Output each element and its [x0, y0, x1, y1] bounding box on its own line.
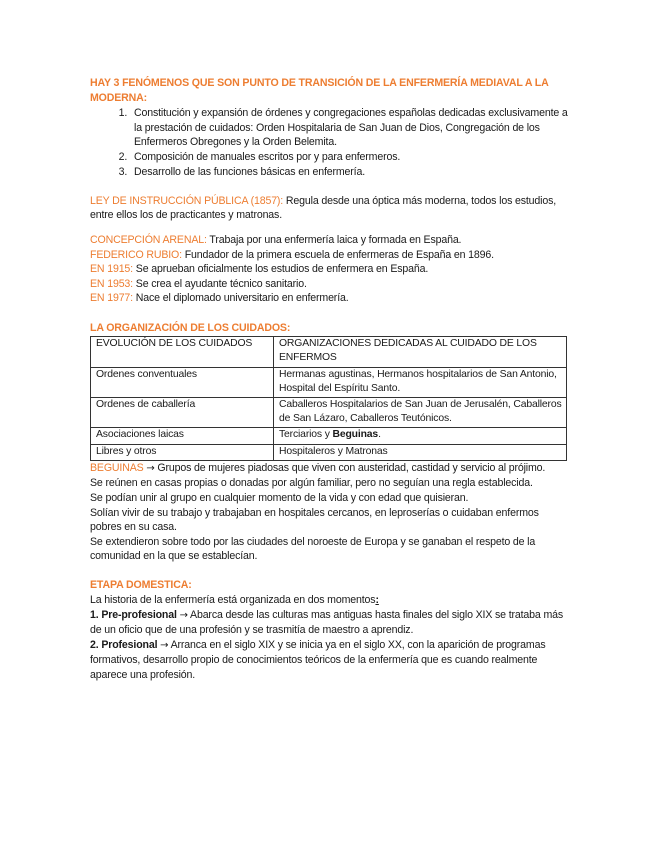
cell-text: Terciarios y — [279, 429, 333, 441]
table-header-cell: ORGANIZACIONES DEDICADAS AL CUIDADO DE LOS ENFERMOS — [274, 337, 567, 367]
table-cell: Hospitaleros y Matronas — [274, 444, 567, 460]
organization-heading: LA ORGANIZACIÓN DE LOS CUIDADOS: — [90, 321, 291, 334]
list-item: 2. Composición de manuales escritos por y para enfermeros. — [130, 150, 568, 165]
fact-text: Nace el diplomado universitario en enfermería. — [132, 292, 349, 305]
domestic-intro-text: La historia de la enfermería está organizada en dos momentos — [90, 594, 376, 607]
arrow-right-icon: → — [179, 609, 188, 621]
fact-1953 — [90, 277, 568, 292]
arrow-right-icon: → — [160, 639, 169, 651]
beguinas-line: Se podían unir al grupo en cualquier momento de la vida y con edad que quisieran. — [90, 491, 469, 504]
law-text: Regula desde una óptica más moderna, todos los estudios, entre ellos los de practicantes y matronas. — [90, 194, 557, 222]
list-item: 1. Constitución y expansión de órdenes y congregaciones españolas dedicadas exclusivamente a la prestación de cuidados: Orden Hospitalaria de San Juan de Dios, Congregación de los Enfermeros Obregones y la Orden Belemita. — [130, 106, 568, 150]
arrow-right-icon: → — [146, 462, 155, 474]
beguinas-definition — [90, 461, 568, 477]
beguinas-first: Grupos de mujeres piadosas que viven con austeridad, castidad y servicio al prójimo. — [154, 461, 546, 474]
stage-text: Arranca en el siglo XIX y se inicia ya en el siglo XX, con la aparición de programas formativos, desarrollo propio de conocimientos teóricos de la enfermería que es cuando realmente aparece una profesión. — [90, 638, 546, 682]
stage-label: 2. Profesional — [90, 638, 158, 651]
transition-heading: HAY 3 FENÓMENOS QUE SON PUNTO DE TRANSICIÓN DE LA ENFERMERÍA MEDIAVAL A LA MODERNA: — [90, 77, 549, 104]
table-row — [91, 397, 567, 427]
transition-list — [90, 106, 568, 179]
stage-text: Abarca desde las culturas mas antiguas hasta finales del siglo XIX se trataba más de un oficio que de una profesión y se trasmitía de maestro a aprendiz. — [90, 608, 564, 637]
table-header-cell: EVOLUCIÓN DE LOS CUIDADOS — [91, 337, 274, 367]
fact-1915 — [90, 262, 568, 277]
fact-federico — [90, 248, 568, 263]
beguinas-line: Se extendieron sobre todo por las ciudades del noroeste de Europa y se ganaban el respeto de la comunidad en la que se establecían. — [90, 535, 536, 563]
table-header-row — [91, 337, 567, 367]
table-cell: Ordenes conventuales — [91, 367, 274, 397]
stage-label: 1. Pre-profesional — [90, 608, 177, 621]
law-paragraph — [90, 194, 568, 223]
table-row — [91, 428, 567, 444]
cell-bold-text: Beguinas — [332, 429, 379, 441]
table-cell: Asociaciones laicas — [91, 428, 274, 444]
fact-concepcion — [90, 233, 568, 248]
fact-text: Se aprueban oficialmente los estudios de enfermera en España. — [132, 263, 429, 276]
table-cell — [274, 428, 567, 444]
fact-label: FEDERICO RUBIO: — [90, 248, 182, 261]
document-page — [90, 76, 568, 683]
fact-text: Se crea el ayudante técnico sanitario. — [132, 277, 307, 290]
beguinas-line: Se reúnen en casas propias o donadas por algún familiar, pero no seguían una regla establecida. — [90, 477, 533, 490]
fact-text: Fundador de la primera escuela de enfermeras de España en 1896. — [181, 248, 494, 261]
table-cell: Ordenes de caballería — [91, 397, 274, 427]
beguinas-label: BEGUINAS — [90, 461, 144, 474]
cell-text-end: . — [378, 429, 381, 441]
stage-preprofesional — [90, 608, 568, 638]
fact-text: Trabaja por una enfermería laica y formada en España. — [206, 233, 462, 246]
domestic-heading: ETAPA DOMESTICA: — [90, 579, 192, 592]
table-row — [91, 444, 567, 460]
stage-profesional — [90, 638, 568, 683]
fact-label: EN 1977: — [90, 292, 133, 305]
table-cell: Libres y otros — [91, 444, 274, 460]
law-label: LEY DE INSTRUCCIÓN PÚBLICA (1857): — [90, 194, 284, 207]
table-cell: Hermanas agustinas, Hermanos hospitalarios de San Antonio, Hospital del Espíritu Santo. — [274, 367, 567, 397]
fact-label: EN 1915: — [90, 263, 133, 276]
domestic-intro — [90, 593, 568, 608]
organization-table — [90, 336, 567, 461]
fact-label: EN 1953: — [90, 277, 133, 290]
table-cell: Caballeros Hospitalarios de San Juan de Jerusalén, Caballeros de San Lázaro, Caballeros Teutónicos. — [274, 397, 567, 427]
list-item: 3. Desarrollo de las funciones básicas en enfermería. — [130, 165, 568, 180]
domestic-intro-colon: : — [375, 594, 379, 607]
fact-label: CONCEPCIÓN ARENAL: — [90, 233, 207, 246]
table-row — [91, 367, 567, 397]
fact-1977 — [90, 291, 568, 306]
beguinas-line: Solían vivir de su trabajo y trabajaban en hospitales cercanos, en leproserías o cuidaban enfermos pobres en su casa. — [90, 506, 539, 534]
